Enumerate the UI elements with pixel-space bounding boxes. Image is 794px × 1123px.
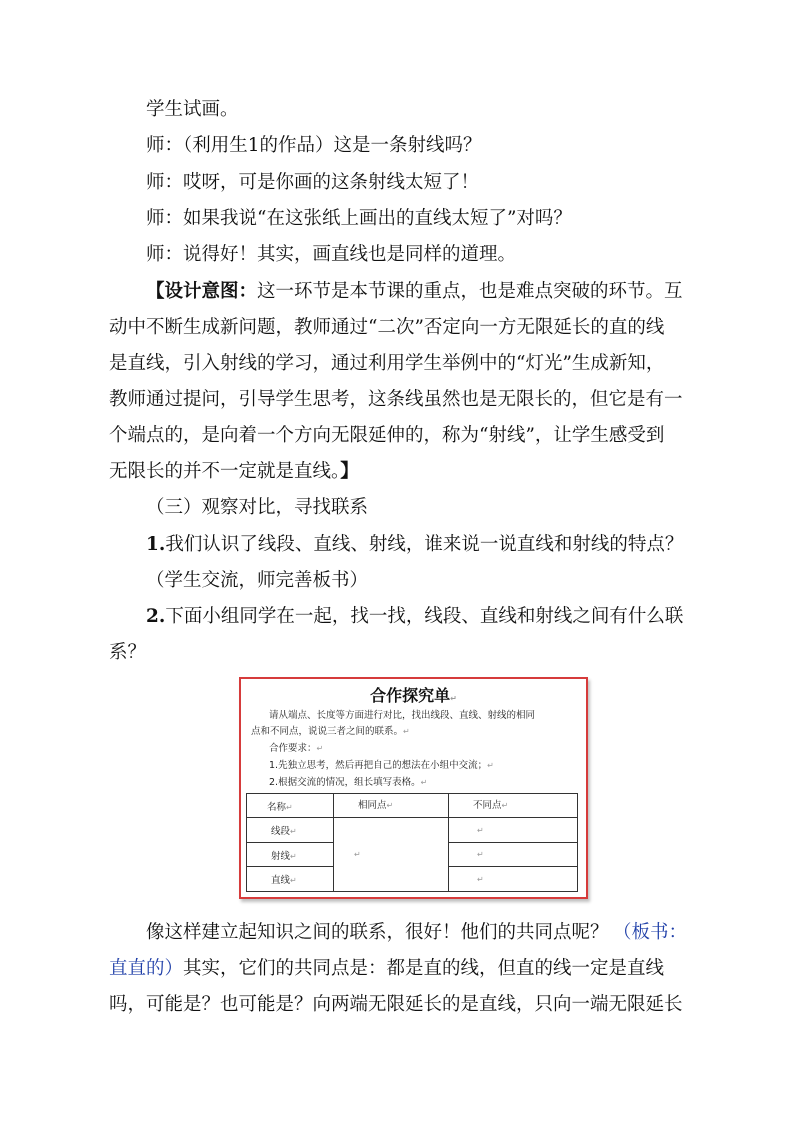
table-cell-diff-segment: ↵ [449, 818, 578, 843]
design-intent-line-3: 是直线，引入射线的学习，通过利用学生举例中的“灯光”生成新知， [109, 353, 665, 374]
question-2-tail: 系？ [109, 642, 147, 663]
table-header-diff: 不同点↵ [449, 794, 578, 818]
comparison-table [246, 793, 578, 892]
paragraph-teacher-question-2: 师：如果我说“在这张纸上画出的直线太短了”对吗？ [146, 208, 572, 229]
design-intent-heading: 【设计意图： [146, 281, 258, 302]
design-intent-line-1: 【设计意图：这一环节是本节课的重点，也是难点突破的环节。互 [146, 281, 683, 302]
paragraph-teacher-question: 师：（利用生1的作品）这是一条射线吗？ [146, 135, 482, 156]
closing-line-1: 像这样建立起知识之间的联系，很好！他们的共同点呢？ （板书： [146, 922, 687, 943]
table-row-line: 直线↵ [247, 867, 334, 892]
section-3-heading: （三）观察对比，寻找联系 [146, 497, 369, 518]
paragraph-student-draws: 学生试画。 [146, 99, 239, 120]
question-2: 2.下面小组同学在一起，找一找，线段、直线和射线之间有什么联 [146, 606, 684, 627]
worksheet-requirement-1: 1.先独立思考，然后再把自己的想法在小组中交流；↵ [269, 760, 494, 771]
question-1: 1.我们认识了线段、直线、射线，谁来说一说直线和射线的特点？ [146, 534, 684, 555]
worksheet-requirements-label: 合作要求：↵ [269, 743, 324, 754]
closing-line-2: 直直的）其实，它们的共同点是：都是直的线，但直的线一定是直线 [109, 958, 665, 979]
worksheet-intro-line-1: 请从端点、长度等方面进行对比，找出线段、直线、射线的相同 [269, 710, 536, 721]
design-intent-line-5: 个端点的，是向着一个方向无限延伸的，称为“射线”，让学生感受到 [109, 425, 665, 446]
paragraph-teacher-conclusion: 师：说得好！其实，画直线也是同样的道理。 [146, 244, 517, 265]
design-intent-line-2: 动中不断生成新问题，教师通过“二次”否定向一方无限延长的直的线 [109, 317, 665, 338]
worksheet-intro-line-2: 点和不同点，说说三者之间的联系。↵ [251, 726, 410, 737]
design-intent-line-6: 无限长的并不一定就是直线。】 [109, 461, 359, 482]
table-header-name: 名称↵ [247, 794, 334, 818]
design-intent-line-4: 教师通过提问，引导学生思考，这条线虽然也是无限长的，但它是有一 [109, 389, 683, 410]
board-note-end: 直直的） [109, 958, 184, 979]
table-cell-diff-ray: ↵ [449, 843, 578, 867]
table-row-segment: 线段↵ [247, 818, 334, 843]
table-cell-diff-line: ↵ [449, 867, 578, 892]
table-header-same: 相同点↵ [334, 794, 449, 818]
worksheet-title: 合作探究单↵ [370, 686, 457, 705]
worksheet-requirement-2: 2.根据交流的情况，组长填写表格。↵ [269, 777, 428, 788]
board-note-start: （板书： [612, 922, 687, 943]
table-row-ray: 射线↵ [247, 843, 334, 867]
cooperative-worksheet-image [239, 677, 588, 899]
closing-line-3: 吗，可能是？也可能是？向两端无限延长的是直线，只向一端无限延长 [109, 994, 683, 1015]
table-cell-same-merged: ↵ [334, 818, 449, 892]
question-1-note: （学生交流，师完善板书） [146, 570, 369, 591]
paragraph-teacher-remark: 师：哎呀，可是你画的这条射线太短了！ [146, 172, 480, 193]
